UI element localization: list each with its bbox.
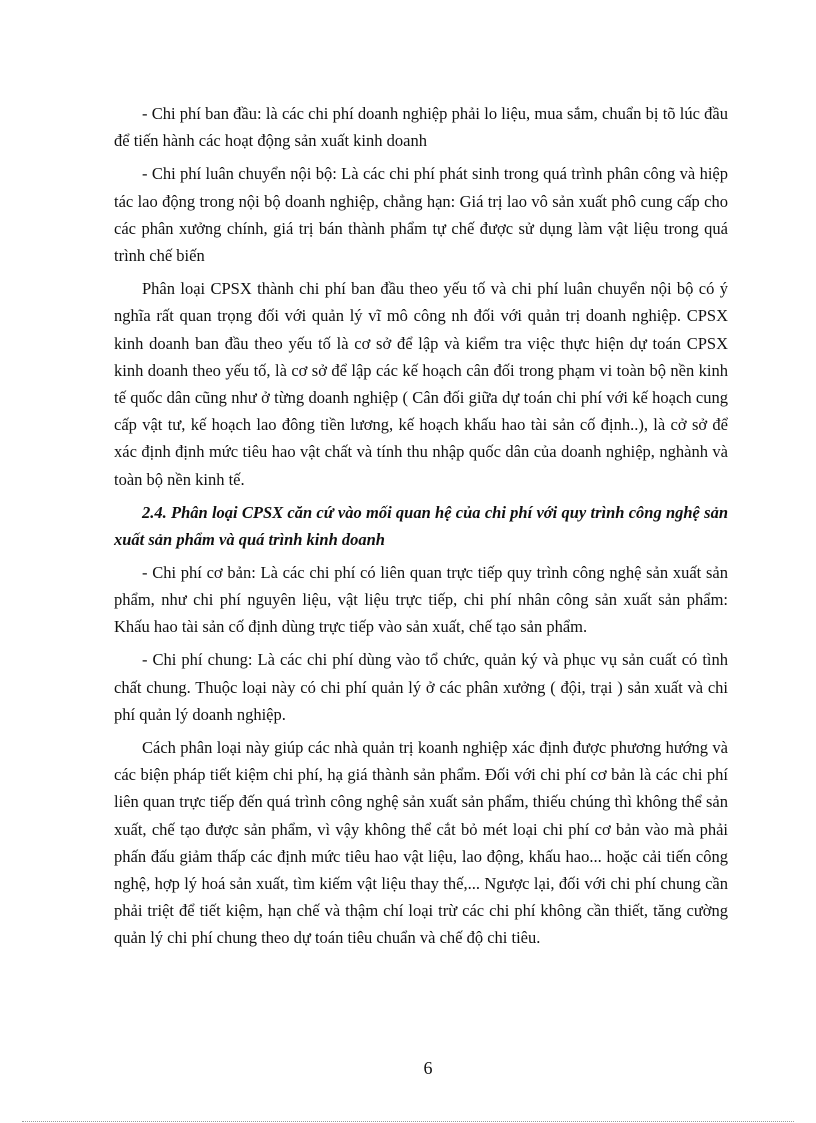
section-heading-2-4: 2.4. Phân loại CPSX căn cứ vào mối quan hệ của chi phí với quy trình công nghệ sản xuất sản phẩm và quá trình kinh doanh [114, 502, 728, 549]
paragraph-initial-costs: - Chi phí ban đầu: là các chi phí doanh nghiệp phải lo liệu, mua sắm, chuẩn bị tõ lúc đầu để tiến hành các hoạt động sản xuất kinh doanh [114, 104, 728, 151]
page-number: 6 [423, 1058, 433, 1078]
paragraph-classification-benefits: Cách phân loại này giúp các nhà quản trị koanh nghiệp xác định được phương hướng và các biện pháp tiết kiệm chi phí, hạ giá thành sản phẩm. Đối với chi phí cơ bản là các chi phí liên quan trực tiếp đến quá trình công nghệ sản xuất sản phẩm, thiếu chúng thì không thể sản xuất, chế tạo được sản phẩm, vì vậy không thể cắt bỏ mét loại chi phí cơ bản vào mà phải phấn đấu giảm thấp các định mức tiêu hao vật liệu, lao động, khấu hao... hoặc cải tiến công nghệ, hợp lý hoá sản xuất, tìm kiếm vật liệu thay thế,... Ngược lại, đối với chi phí chung cần phải triệt để tiết kiệm, hạn chế và thậm chí loại trừ các chi phí không cần thiết, tăng cường quản lý chi phí chung theo dự toán tiêu chuẩn và chế độ chi tiêu. [114, 738, 728, 948]
paragraph-classification-significance: Phân loại CPSX thành chi phí ban đầu theo yếu tố và chi phí luân chuyển nội bộ có ý nghĩa rất quan trọng đối với quản lý vĩ mô công nh đối với quản trị doanh nghiệp. CPSX kinh doanh ban đầu theo yếu tố là cơ sở để lập và kiểm tra việc thực hiện dự toán CPSX kinh doanh theo yếu tố, là cơ sở để lập các kế hoạch cân đối trong phạm vi toàn bộ nền kinh tế quốc dân cũng như ở từng doanh nghiệp ( Cân đối giữa dự toán chi phí với kế hoạch cung cấp vật tư, kế hoạch lao đông tiền lương, kế hoạch khấu hao tài sản cố định..), là cở sở để xác định định mức tiêu hao vật chất và tính thu nhập quốc dân của doanh nghiệp, nghành và toàn bộ nền kinh tế. [114, 279, 728, 489]
paragraph-basic-costs: - Chi phí cơ bản: Là các chi phí có liên quan trực tiếp quy trình công nghệ sản xuất sản phẩm, như chi phí nguyên liệu, vật liệu trực tiếp, chi phí nhân công sản xuất sản phẩm: Khấu hao tài sản cố định dùng trực tiếp vào sản xuất, chế tạo sản phẩm. [114, 562, 728, 637]
document-body [114, 100, 728, 956]
paragraph-general-costs: - Chi phí chung: Là các chi phí dùng vào tổ chức, quản ký và phục vụ sản cuất có tình chất chung. Thuộc loại này có chi phí quản lý ở các phân xưởng ( đội, trại ) sản xuất và chi phí quản lý doanh nghiệp. [114, 650, 728, 724]
footer-divider [22, 1121, 794, 1122]
paragraph-internal-transfer-costs: - Chi phí luân chuyển nội bộ: Là các chi phí phát sinh trong quá trình phân công và hiệp tác lao động trong nội bộ doanh nghiệp, chẳng hạn: Giá trị lao vô sản xuất phô cung cấp cho các phân xưởng chính, giá trị bán thành phẩm tự chế được sử dụng làm vật liệu trong quá trình chế biến [114, 164, 728, 266]
